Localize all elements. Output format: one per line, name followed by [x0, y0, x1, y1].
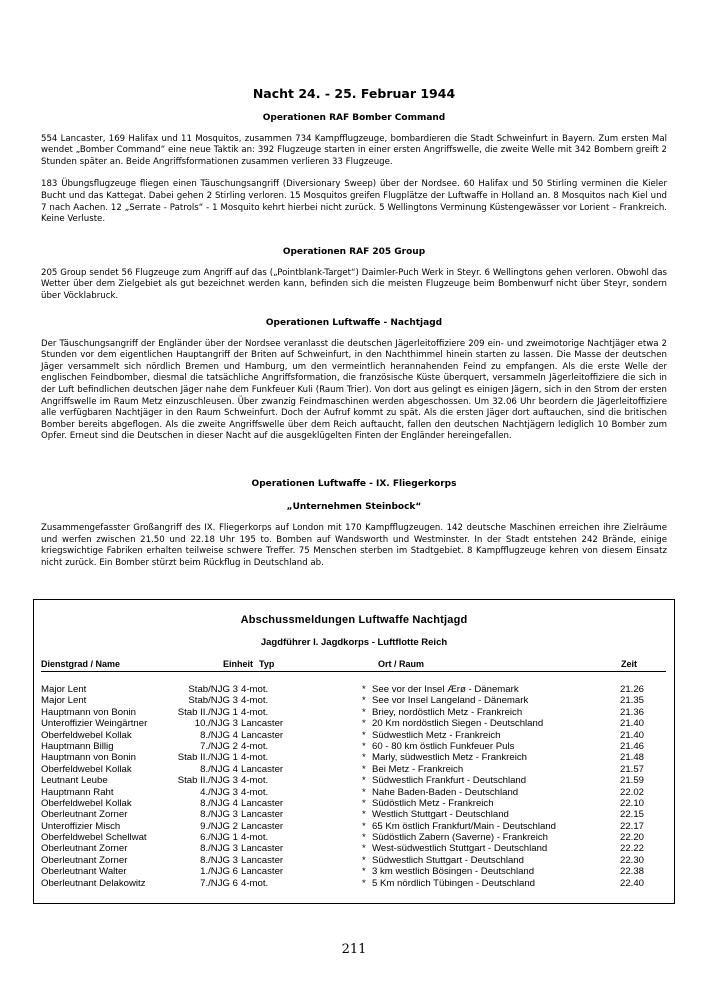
- table-row: [41, 684, 666, 695]
- cell-location: 20 Km nordöstlich Siegen - Deutschland: [372, 718, 544, 730]
- cell-type: 4-mot.: [241, 877, 269, 889]
- cell-marker: *: [362, 684, 366, 695]
- cell-unit: 7./NJG 6: [200, 877, 238, 889]
- paragraph: 205 Group sendet 56 Flugzeuge zum Angriff auf das („Pointblank-Target“) Daimler-Puch Werk in Steyr. 6 Wellingtons gehen verloren. Obwohl das Wetter über dem Zielgebiet als gut bezeichnet werden kann, befinden sich die meisten Flugzeuge beim Bombenwurf nicht über Steyr, sondern über Vöcklabruck.: [41, 267, 667, 301]
- cell-name: Leutnant Leube: [41, 775, 108, 787]
- cell-location: Marly, südwestlich Metz - Frankreich: [372, 752, 527, 764]
- cell-unit: 8./NJG 3: [200, 809, 238, 821]
- table-row: [41, 866, 666, 877]
- claims-table-box: [33, 599, 675, 904]
- section-subheading: „Unternehmen Steinbock“: [286, 501, 422, 512]
- section-heading: Operationen RAF 205 Group: [282, 247, 426, 257]
- cell-type: 4-mot.: [241, 695, 269, 707]
- cell-marker: *: [362, 706, 366, 718]
- cell-name: Hauptmann Billig: [41, 740, 114, 752]
- column-header-unit: Einheit: [223, 659, 254, 669]
- cell-name: Oberleutnant Zorner: [41, 854, 128, 866]
- cell-unit: Stab/NJG 3: [188, 695, 238, 707]
- cell-marker: *: [362, 740, 366, 752]
- cell-name: Hauptmann von Bonin: [41, 752, 136, 764]
- cell-unit: 1./NJG 6: [200, 866, 238, 878]
- cell-marker: *: [362, 797, 366, 809]
- section-nachtjagd: [41, 318, 667, 443]
- cell-time: 21.26: [620, 684, 645, 695]
- page-title: Nacht 24. - 25. Februar 1944: [252, 86, 456, 101]
- cell-location: Westlich Stuttgart - Deutschland: [372, 809, 509, 821]
- cell-marker: *: [362, 832, 366, 844]
- cell-unit: 10./NJG 3: [194, 718, 238, 730]
- cell-location: 3 km westlich Bösingen - Deutschland: [372, 866, 535, 878]
- cell-time: 22.15: [620, 809, 645, 821]
- cell-name: Oberfeldwebel Kollak: [41, 797, 132, 809]
- column-header-location: Ort / Raum: [378, 659, 425, 669]
- cell-type: Lancaster: [241, 809, 284, 821]
- cell-type: 4-mot.: [241, 832, 269, 844]
- section-heading: Operationen Luftwaffe - Nachtjagd: [265, 318, 443, 328]
- table-row: [41, 718, 666, 729]
- column-header-type: Typ: [259, 659, 275, 669]
- table-row: [41, 730, 666, 741]
- cell-type: 4-mot.: [241, 775, 269, 787]
- table-row: [41, 707, 666, 718]
- cell-location: West-südwestlich Stuttgart - Deutschland: [372, 843, 548, 855]
- cell-time: 22.02: [620, 786, 645, 798]
- table-row: [41, 798, 666, 809]
- cell-time: 21.48: [620, 752, 645, 764]
- cell-marker: *: [362, 775, 366, 787]
- cell-marker: *: [362, 877, 366, 889]
- cell-type: Lancaster: [241, 820, 284, 832]
- cell-name: Hauptmann Raht: [41, 786, 114, 798]
- cell-location: Südöstlich Zabern (Saverne) - Frankreich: [372, 832, 548, 844]
- paragraph: 554 Lancaster, 169 Halifax und 11 Mosquitos, zusammen 734 Kampfflugzeuge, bombardieren die Stadt Schweinfurt in Bayern. Zum ersten Mal wendet „Bomber Command“ eine neue Taktik an: 392 Flugzeuge starten in einer ersten Angriffswelle, die zweite Welle mit 342 Bombern greift 2 Stunden später an. Beide Angriffsformationen zusammen verlieren 33 Flugzeuge.: [41, 133, 667, 167]
- cell-name: Oberleutnant Delakowitz: [41, 877, 146, 889]
- cell-unit: 8./NJG 3: [200, 843, 238, 855]
- cell-unit: 6./NJG 1: [200, 832, 238, 844]
- cell-type: Lancaster: [241, 854, 284, 866]
- cell-time: 22.10: [620, 797, 645, 809]
- cell-type: Lancaster: [241, 763, 284, 775]
- cell-unit: Stab II./NJG 1: [177, 752, 238, 764]
- cell-location: Briey, nordöstlich Metz - Frankreich: [372, 706, 523, 718]
- cell-name: Oberfeldwebel Kollak: [41, 729, 132, 741]
- table-title: Abschussmeldungen Luftwaffe Nachtjagd: [240, 614, 468, 626]
- cell-time: 21.57: [620, 763, 645, 775]
- cell-name: Oberleutnant Walter: [41, 866, 127, 878]
- cell-type: Lancaster: [241, 797, 284, 809]
- cell-marker: *: [362, 695, 366, 707]
- cell-location: Nahe Baden-Baden - Deutschland: [372, 786, 519, 798]
- cell-unit: 8./NJG 3: [200, 854, 238, 866]
- cell-type: Lancaster: [241, 866, 284, 878]
- cell-marker: *: [362, 843, 366, 855]
- cell-name: Oberfeldwebel Schellwat: [41, 832, 147, 844]
- cell-location: Südöstlich Metz - Frankreich: [372, 797, 494, 809]
- section-heading: Operationen Luftwaffe - IX. Fliegerkorps: [251, 479, 457, 489]
- cell-type: 4-mot.: [241, 684, 269, 695]
- cell-type: Lancaster: [241, 729, 284, 741]
- cell-time: 22.30: [620, 854, 645, 866]
- cell-time: 22.40: [620, 877, 645, 889]
- cell-type: 4-mot.: [241, 740, 269, 752]
- cell-unit: 8./NJG 4: [200, 763, 238, 775]
- table-row: [41, 787, 666, 798]
- cell-name: Oberfeldwebel Kollak: [41, 763, 132, 775]
- cell-unit: 9./NJG 2: [200, 820, 238, 832]
- cell-time: 21.36: [620, 706, 645, 718]
- cell-time: 21.59: [620, 775, 645, 787]
- cell-location: 65 Km östlich Frankfurt/Main - Deutschland: [372, 820, 556, 832]
- section-205-group: [41, 247, 667, 302]
- section-heading: Operationen RAF Bomber Command: [262, 113, 446, 123]
- cell-name: Unteroffizier Weingärtner: [41, 718, 148, 730]
- cell-location: See vor Insel Langeland - Dänemark: [372, 695, 529, 707]
- cell-unit: 7./NJG 2: [200, 740, 238, 752]
- table-header: [41, 659, 666, 672]
- cell-type: 4-mot.: [241, 752, 269, 764]
- table-body: [41, 684, 666, 889]
- cell-time: 21.35: [620, 695, 645, 707]
- cell-name: Hauptmann von Bonin: [41, 706, 136, 718]
- table-row: [41, 878, 666, 889]
- cell-name: Oberleutnant Zorner: [41, 843, 128, 855]
- cell-marker: *: [362, 809, 366, 821]
- cell-marker: *: [362, 729, 366, 741]
- column-header-time: Zeit: [621, 659, 638, 669]
- cell-time: 21.40: [620, 718, 645, 730]
- section-fliegerkorps: [41, 479, 667, 570]
- cell-name: Oberleutnant Zorner: [41, 809, 128, 821]
- cell-time: 21.40: [620, 729, 645, 741]
- cell-type: 4-mot.: [241, 786, 269, 798]
- cell-unit: Stab II./NJG 3: [177, 775, 238, 787]
- table-row: [41, 741, 666, 752]
- paragraph: Zusammengefasster Großangriff des IX. Fliegerkorps auf London mit 170 Kampfflugzeugen. 142 deutsche Maschinen erreichen ihre Zielräume und werfen zwischen 21.50 und 22.18 Uhr 195 to. Bomben auf Wandsworth und Westminster. In der Stadt entstehen 242 Brände, einige kriegswichtige Fabriken erhalten teilweise schwere Treffer. 75 Menschen sterben im Stadtgebiet. 8 Kampfflugzeuge kehren von diesem Einsatz nicht zurück. Ein Bomber stürzt beim Rückflug in Deutschland ab.: [41, 523, 667, 568]
- cell-time: 22.38: [620, 866, 645, 878]
- cell-type: Lancaster: [241, 843, 284, 855]
- paragraph: 183 Übungsflugzeuge fliegen einen Täuschungsangriff (Diversionary Sweep) über der Nordsee. 60 Halifax und 50 Stirling verminen die Kieler Bucht und das Kattegat. Dabei gehen 2 Stirling verloren. 15 Mosquitos greifen Flugplätze der Luftwaffe in Holland an. 8 Mosquitos nach Kiel und 7 nach Aachen. 12 „Serrate - Patrols“ - 1 Mosquito kehrt hierbei nicht zurück. 5 Wellingtons Verminung Küstengewässer vor Lorient – Frankreich. Keine Verluste.: [41, 179, 667, 225]
- cell-location: Bei Metz - Frankreich: [372, 763, 464, 775]
- cell-time: 22.20: [620, 832, 645, 844]
- cell-location: 5 Km nördlich Tübingen - Deutschland: [372, 877, 536, 889]
- cell-location: 60 - 80 km östlich Funkfeuer Puls: [372, 740, 515, 752]
- cell-time: 22.22: [620, 843, 645, 855]
- table-row: [41, 764, 666, 775]
- table-row: [41, 752, 666, 763]
- cell-unit: Stab/NJG 3: [188, 684, 238, 695]
- cell-marker: *: [362, 820, 366, 832]
- cell-location: Südwestlich Metz - Frankreich: [372, 729, 501, 741]
- table-row: [41, 843, 666, 854]
- cell-unit: 8./NJG 4: [200, 797, 238, 809]
- cell-unit: 8./NJG 4: [200, 729, 238, 741]
- table-row: [41, 821, 666, 832]
- table-row: [41, 775, 666, 786]
- cell-name: Unteroffizier Misch: [41, 820, 121, 832]
- section-bomber-command: [41, 113, 667, 226]
- page-number: 211: [341, 942, 367, 957]
- table-row: [41, 695, 666, 706]
- table-row: [41, 855, 666, 866]
- cell-marker: *: [362, 718, 366, 730]
- cell-marker: *: [362, 763, 366, 775]
- column-header-name: Dienstgrad / Name: [41, 659, 121, 669]
- table-row: [41, 832, 666, 843]
- cell-time: 21.46: [620, 740, 645, 752]
- cell-marker: *: [362, 854, 366, 866]
- paragraph: Der Täuschungsangriff der Engländer über der Nordsee veranlasst die deutschen Jägerleitoffiziere 209 ein- und zweimotorige Nachtjäger etwa 2 Stunden vor dem eigentlichen Hauptangriff der Briten auf Schweinfurt, in den Nachthimmel hinein starten zu lassen. Die Masse der deutschen Jäger versammelt sich nördlich Bremen und Hamburg, um den vermeintlich herannahenden Feind zu empfangen. Als die erste Welle der englischen Feindbomber, diesmal die tatsächliche Angriffsformation, die französische Küste überquert, versammeln Jägerleitoffiziere die sich in der Luft befindlichen deutschen Jäger nahe dem Funkfeuer Kuli (Raum Trier). Von dort aus gelingt es einigen Jägern, sich in den Strom der ersten Angriffswelle im Raum Metz einzuschleusen. Über zwanzig Feindmaschinen werden abgeschossen. Um 32.06 Uhr beordern die Jägerleitoffiziere alle verfügbaren Nachtjäger in den Raum Schweinfurt. Doch der Aufruf kommt zu spät. Als die ersten Jäger dort auftauchen, sind die britischen Bomber bereits abgeflogen. Als die zweite Angriffswelle über dem Reich auftaucht, fallen den deutschen Nachtjägern lediglich 10 Bomber zum Opfer. Erneut sind die Deutschen in dieser Nacht auf die ausgeklügelten Finten der Engländer hereingefallen.: [41, 338, 667, 442]
- table-row: [41, 809, 666, 820]
- cell-unit: Stab II./NJG 1: [177, 706, 238, 718]
- cell-location: See vor der Insel Ærø - Dänemark: [372, 684, 519, 695]
- cell-name: Major Lent: [41, 695, 87, 707]
- table-subtitle: Jagdführer I. Jagdkorps - Luftflotte Reich: [260, 637, 448, 648]
- cell-unit: 4./NJG 3: [200, 786, 238, 798]
- cell-type: 4-mot.: [241, 706, 269, 718]
- cell-name: Major Lent: [41, 684, 87, 695]
- cell-location: Südwestlich Stuttgart - Deutschland: [372, 854, 524, 866]
- cell-marker: *: [362, 752, 366, 764]
- cell-marker: *: [362, 866, 366, 878]
- cell-time: 22.17: [620, 820, 645, 832]
- cell-marker: *: [362, 786, 366, 798]
- cell-type: Lancaster: [241, 718, 284, 730]
- cell-location: Südwestlich Frankfurt - Deutschland: [372, 775, 527, 787]
